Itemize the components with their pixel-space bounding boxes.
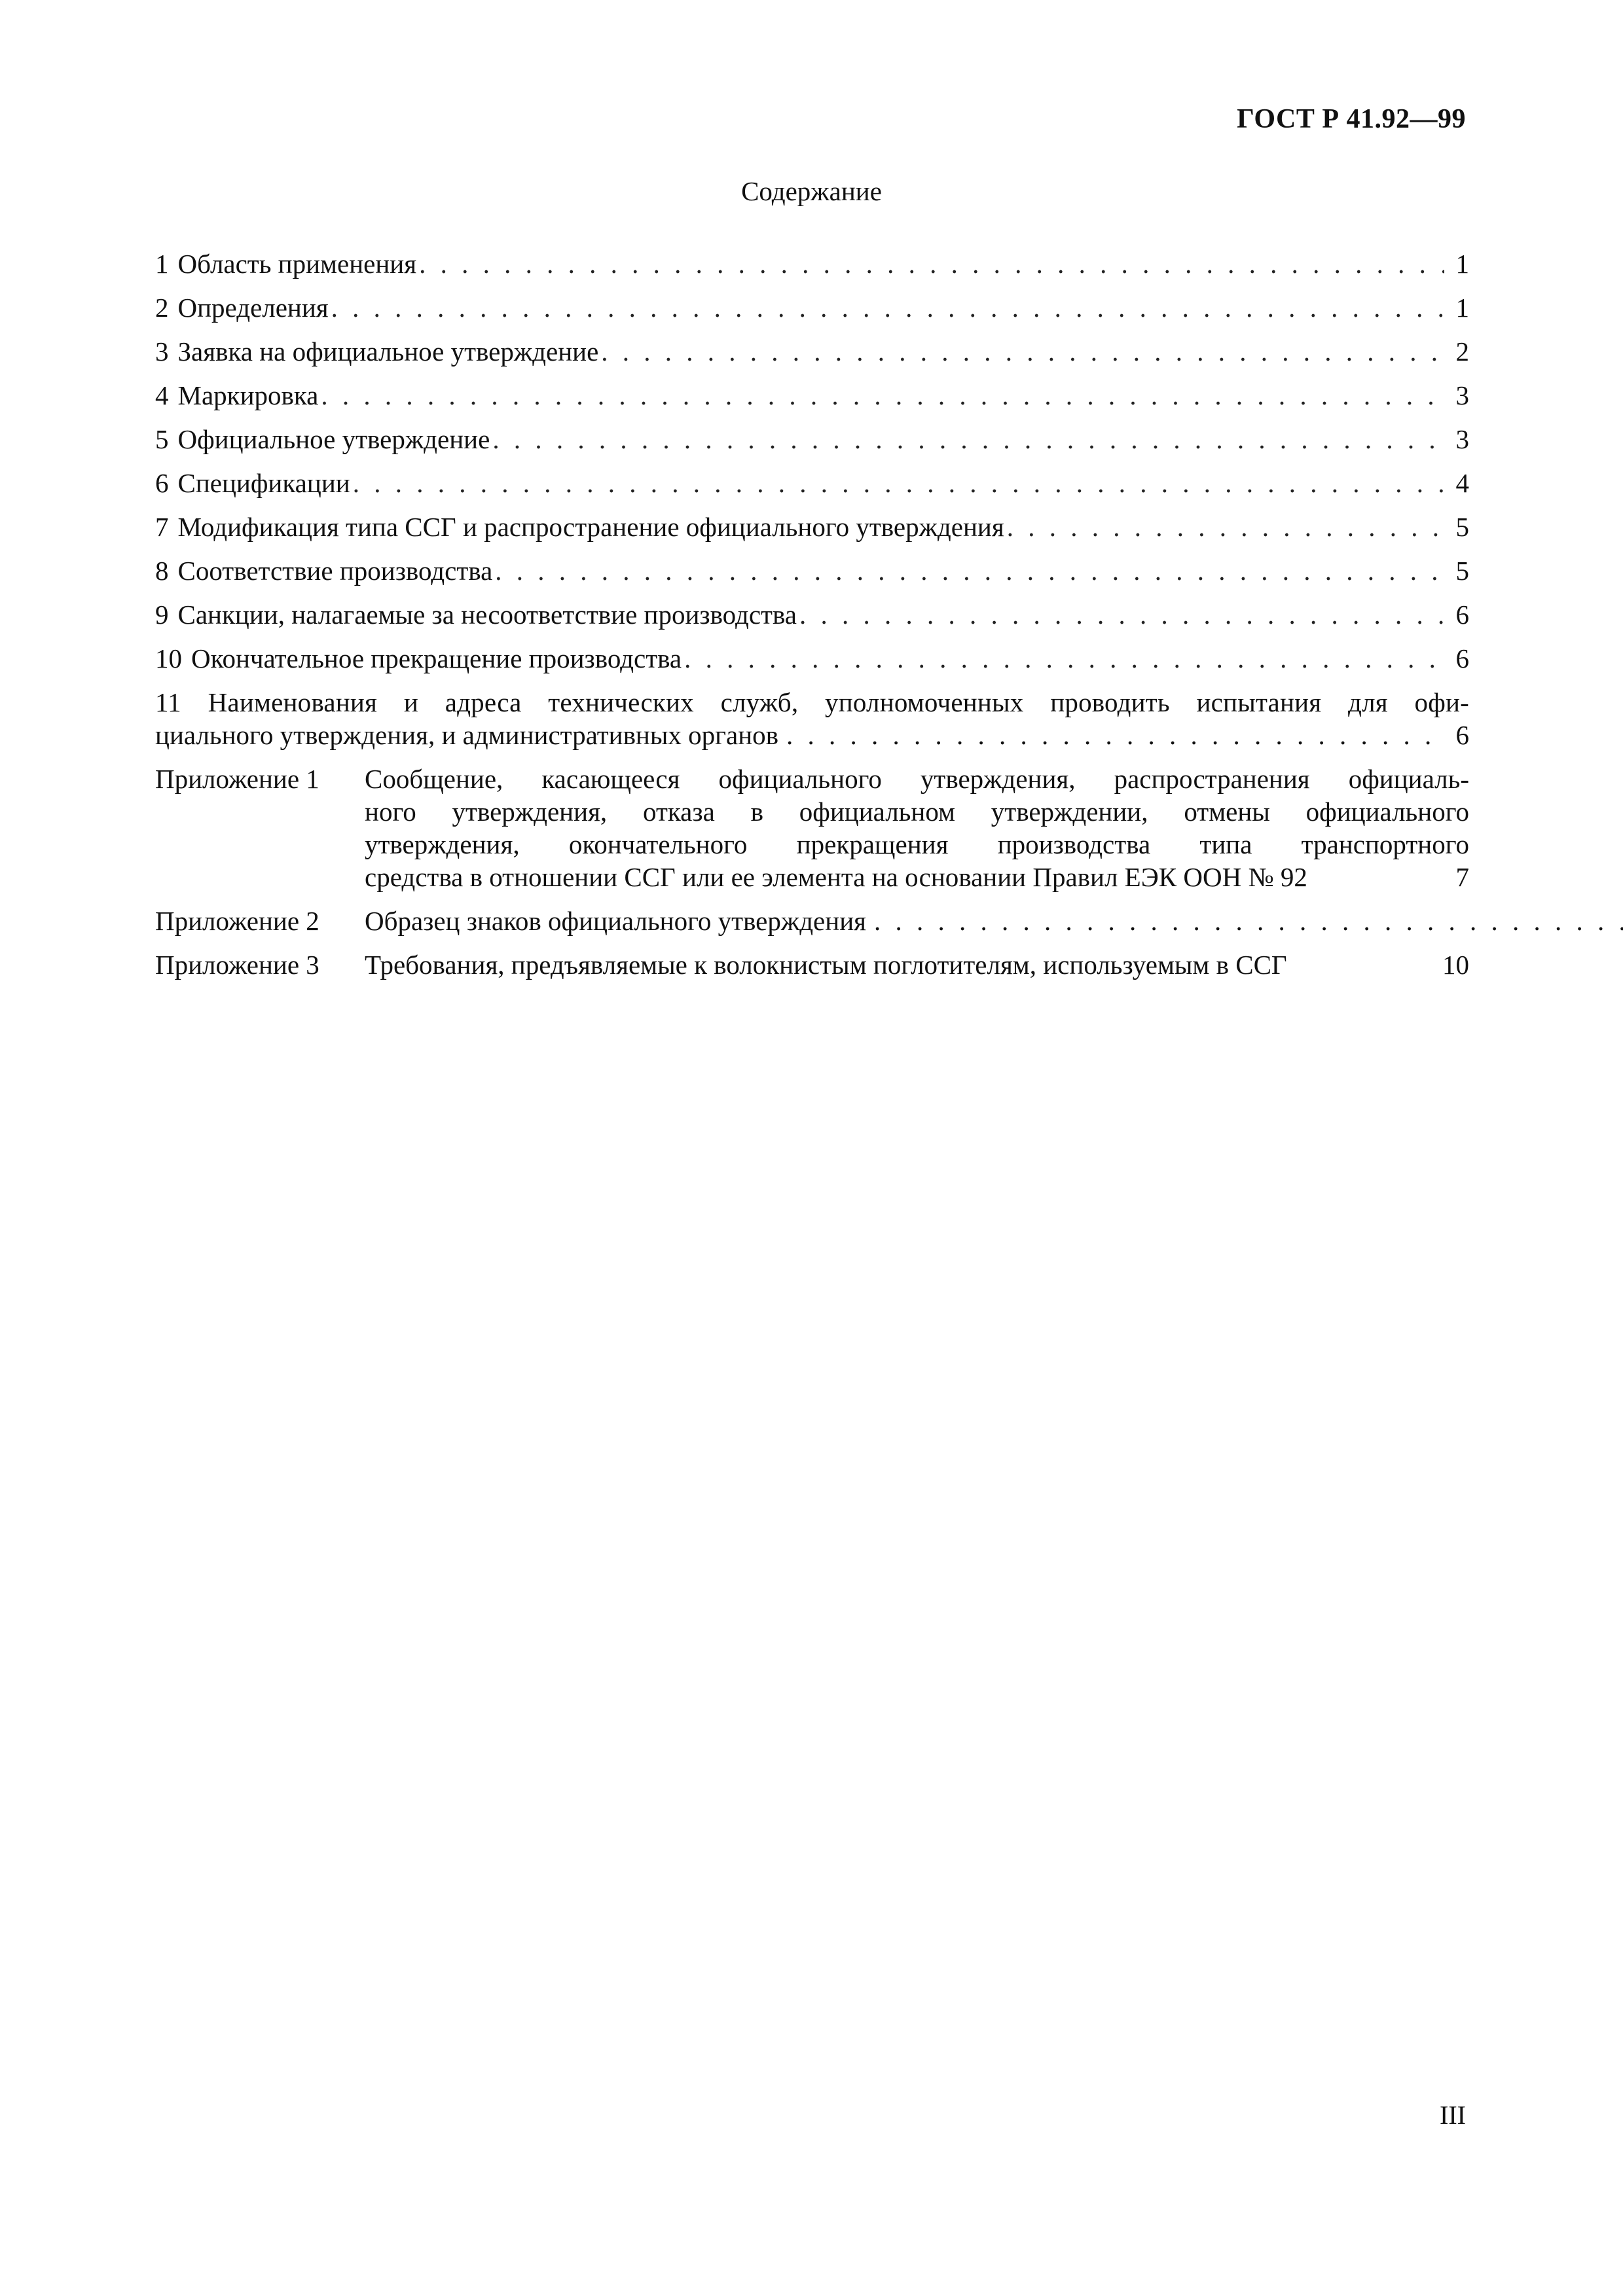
toc-entry[interactable] <box>155 642 1469 675</box>
appendix-title-line: Образец знаков официального утверждения <box>365 906 866 936</box>
toc-entry-number: 1 <box>155 249 169 279</box>
toc-title: Содержание <box>741 176 882 206</box>
toc-entry-page: 1 <box>1455 293 1469 323</box>
toc-entry-label: Заявка на официальное утверждение <box>177 336 599 367</box>
toc-entry-page: 7 <box>1455 862 1469 892</box>
toc-entry[interactable] <box>155 467 1469 499</box>
toc-entry-page: 4 <box>1455 468 1469 498</box>
toc-entry[interactable] <box>155 686 1469 751</box>
toc-entry[interactable] <box>155 554 1469 587</box>
appendix-title-line: ного утверждения, отказа в официальном утверждении, отмены официального <box>365 797 1469 827</box>
appendix-label: Приложение 1 <box>155 764 319 794</box>
toc-leader-dots <box>331 291 1444 324</box>
toc-leader-dots <box>874 905 1623 937</box>
toc-entry[interactable] <box>155 291 1469 324</box>
toc-entry[interactable] <box>155 379 1469 412</box>
toc-entry-page: 6 <box>1455 600 1469 630</box>
toc-leader-dots <box>786 719 1444 751</box>
toc-entry-page: 6 <box>1455 643 1469 673</box>
toc-entry-label-line: циального утверждения, и административных органов <box>155 720 778 750</box>
toc-entry-number: 8 <box>155 556 169 586</box>
toc-leader-dots <box>321 379 1444 412</box>
document-code: ГОСТ Р 41.92—99 <box>1237 104 1466 134</box>
toc-leader-dots <box>799 598 1444 631</box>
appendix-label: Приложение 3 <box>155 950 319 980</box>
toc-entry[interactable] <box>155 335 1469 368</box>
toc-entry-label: Соответствие производства <box>177 556 493 586</box>
toc-appendix-entry[interactable] <box>155 905 1469 937</box>
toc-entry-label: Окончательное прекращение производства <box>191 643 682 673</box>
toc-entry-page: 6 <box>1455 720 1469 750</box>
toc-entry[interactable] <box>155 598 1469 631</box>
table-of-contents <box>155 247 1469 992</box>
toc-entry-label: Определения <box>177 293 329 323</box>
toc-entry-number: 2 <box>155 293 169 323</box>
toc-entry-label-line: 11 Наименования и адреса технических служб, уполномоченных проводить испытания для офи- <box>155 687 1469 717</box>
toc-appendix-entry[interactable] <box>155 948 1469 981</box>
toc-entry-label: Область применения <box>177 249 417 279</box>
toc-entry-label: Маркировка <box>177 380 319 410</box>
toc-entry-label: Санкции, налагаемые за несоответствие производства <box>177 600 797 630</box>
toc-leader-dots <box>601 335 1444 368</box>
toc-entry-page: 2 <box>1455 336 1469 367</box>
toc-entry-label: Спецификации <box>177 468 350 498</box>
toc-leader-dots <box>684 642 1444 675</box>
appendix-title-line: средства в отношении ССГ или ее элемента на основании Правил ЕЭК ООН № 92 <box>365 862 1307 892</box>
toc-leader-dots <box>353 467 1444 499</box>
toc-entry-number: 10 <box>155 643 182 673</box>
toc-entry-number: 3 <box>155 336 169 367</box>
toc-entry[interactable] <box>155 247 1469 280</box>
appendix-title-line: утверждения, окончательного прекращения производства типа транспортного <box>365 829 1469 859</box>
toc-entry[interactable] <box>155 423 1469 456</box>
toc-leader-dots <box>495 554 1444 587</box>
toc-entry-number: 9 <box>155 600 169 630</box>
toc-entry-number: 7 <box>155 512 169 542</box>
toc-entry-page: 3 <box>1455 424 1469 454</box>
toc-entry-label: Модификация типа ССГ и распространение официального утверждения <box>177 512 1004 542</box>
toc-entry-label: Официальное утверждение <box>177 424 490 454</box>
page-number: III <box>1440 2100 1466 2130</box>
toc-leader-dots <box>492 423 1444 456</box>
toc-entry-number: 6 <box>155 468 169 498</box>
toc-entry-page: 5 <box>1455 512 1469 542</box>
toc-appendix-entry[interactable] <box>155 762 1469 893</box>
toc-entry-page: 5 <box>1455 556 1469 586</box>
appendix-label: Приложение 2 <box>155 906 319 936</box>
toc-entry-page: 3 <box>1455 380 1469 410</box>
toc-entry-page: 10 <box>1442 950 1469 980</box>
appendix-title-line: Требования, предъявляемые к волокнистым поглотителям, используемым в ССГ <box>365 950 1287 980</box>
appendix-title-line: Сообщение, касающееся официального утверждения, распространения официаль- <box>365 764 1469 794</box>
toc-entry-page: 1 <box>1455 249 1469 279</box>
toc-entry-number: 5 <box>155 424 169 454</box>
toc-entry-number: 4 <box>155 380 169 410</box>
toc-entry[interactable] <box>155 511 1469 543</box>
toc-leader-dots <box>1007 511 1444 543</box>
toc-leader-dots <box>419 247 1444 280</box>
